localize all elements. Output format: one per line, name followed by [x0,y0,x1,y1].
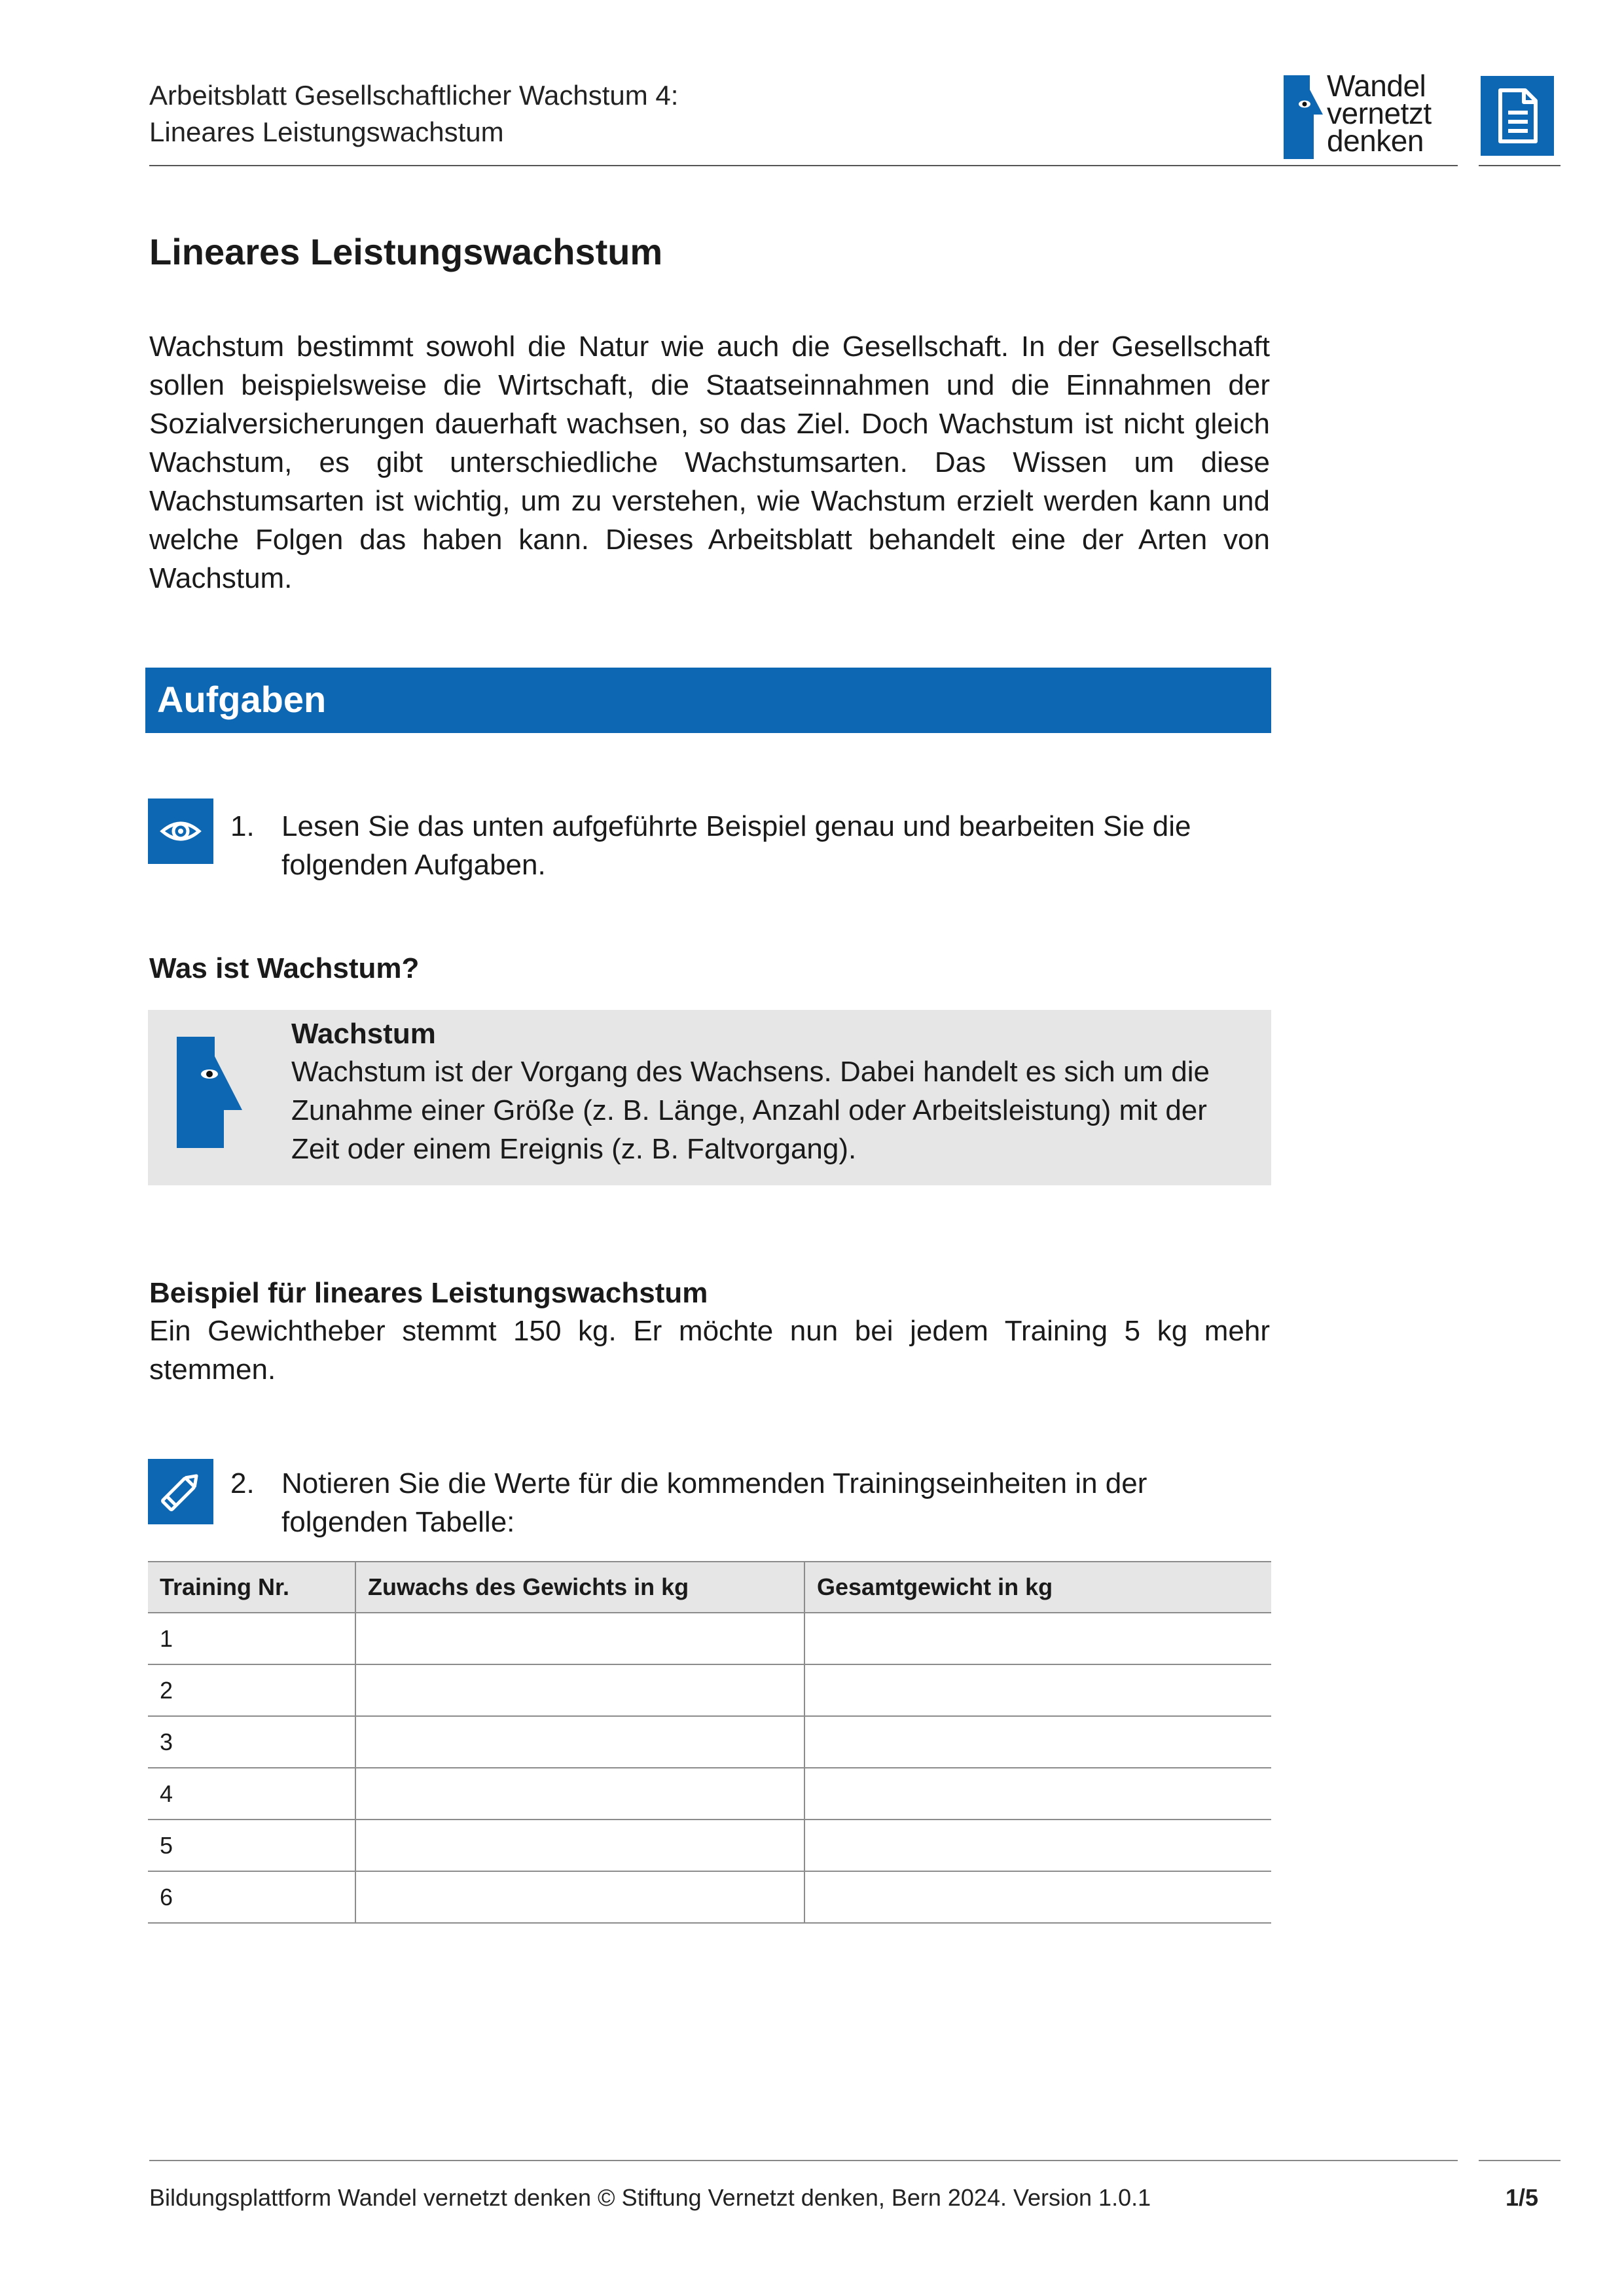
definition-text: Wachstum ist der Vorgang des Wachsens. Dabei handelt es sich um die Zunahme einer Größe (z. B. Länge, Anzahl oder Arbeitsleistung) mit der Zeit oder einem Ereignis (z. B. Faltvorgang). [291,1056,1210,1165]
header-title-line2: Lineares Leistungswachstum [149,117,504,147]
footer-divider-right [1479,2160,1561,2161]
table-cell-gesamtgewicht[interactable] [804,1664,1271,1716]
document-icon [1481,76,1554,156]
page-number: 1/5 [1506,2184,1539,2211]
header-divider-right [1479,165,1561,166]
face-profile-icon [177,1037,242,1148]
intro-paragraph: Wachstum bestimmt sowohl die Natur wie auch die Gesellschaft. In der Gesellschaft sollen beispielsweise die Wirtschaft, die Staatseinnahmen und die Einnahmen der Sozialversicherungen dauerhaft wachsen, so das Ziel. Doch Wachstum ist nicht gleich Wachstum, es gibt unterschiedliche Wachstumsarten. Das Wissen um diese Wachstumsarten ist wichtig, um zu verstehen, wie Wachstum erzielt werden kann und welche Folgen das haben kann. Dieses Arbeitsblatt behandelt eine der Arten von Wachstum. [149,331,1270,594]
footer-divider [149,2160,1458,2161]
worksheet-header-title [149,77,678,151]
table-row [148,1664,1271,1716]
section-band-aufgaben [145,668,1271,733]
table-row [148,1768,1271,1820]
table-row [148,1716,1271,1768]
definition-title: Wachstum [291,1018,436,1050]
table-cell-zuwachs[interactable] [355,1613,804,1664]
wandel-vernetzt-denken-logo [1327,69,1432,158]
table-cell-gesamtgewicht[interactable] [804,1871,1271,1923]
table-header-training-nr: Training Nr. [148,1562,355,1613]
table-row [148,1613,1271,1664]
task2-text: Notieren Sie die Werte für die kommenden Trainingseinheiten in der folgenden Tabelle: [281,1467,1147,1538]
table-cell-training-nr: 6 [148,1871,355,1923]
table-row [148,1871,1271,1923]
eye-icon [148,798,213,864]
task1-text: Lesen Sie das unten aufgeführte Beispiel genau und bearbeiten Sie die folgenden Aufgaben. [281,810,1191,881]
table-cell-gesamtgewicht[interactable] [804,1820,1271,1871]
task1-number: 1. [230,810,255,842]
table-cell-zuwachs[interactable] [355,1768,804,1820]
example-text: Ein Gewichtheber stemmt 150 kg. Er möchte nun bei jedem Training 5 kg mehr stemmen. [149,1315,1270,1386]
header-title-line1: Arbeitsblatt Gesellschaftlicher Wachstum 4: [149,80,679,111]
logo-line-1: Wandel [1327,69,1426,103]
table-header-zuwachs: Zuwachs des Gewichts in kg [355,1562,804,1613]
table-cell-training-nr: 1 [148,1613,355,1664]
table-cell-gesamtgewicht[interactable] [804,1716,1271,1768]
training-table [148,1561,1271,1924]
page-title: Lineares Leistungswachstum [149,231,663,272]
table-header-row [148,1562,1271,1613]
footer-text: Bildungsplattform Wandel vernetzt denken © Stiftung Vernetzt denken, Bern 2024. Version 1.0.1 [149,2184,1151,2211]
table-cell-zuwachs[interactable] [355,1716,804,1768]
table-cell-zuwachs[interactable] [355,1664,804,1716]
table-cell-zuwachs[interactable] [355,1871,804,1923]
table-header-gesamtgewicht: Gesamtgewicht in kg [804,1562,1271,1613]
table-cell-training-nr: 2 [148,1664,355,1716]
section-band-label: Aufgaben [157,679,327,720]
subheading-was-ist-wachstum: Was ist Wachstum? [149,952,420,984]
table-cell-training-nr: 5 [148,1820,355,1871]
logo-line-3: denken [1327,124,1424,158]
table-cell-zuwachs[interactable] [355,1820,804,1871]
header-divider [149,165,1458,166]
example-heading: Beispiel für lineares Leistungswachstum [149,1277,708,1309]
face-eye-logo-icon [1281,75,1324,159]
logo-line-2: vernetzt [1327,96,1432,130]
table-cell-gesamtgewicht[interactable] [804,1613,1271,1664]
task2-number: 2. [230,1467,255,1499]
table-cell-training-nr: 4 [148,1768,355,1820]
table-row [148,1820,1271,1871]
pencil-icon [148,1459,213,1524]
table-cell-training-nr: 3 [148,1716,355,1768]
table-cell-gesamtgewicht[interactable] [804,1768,1271,1820]
